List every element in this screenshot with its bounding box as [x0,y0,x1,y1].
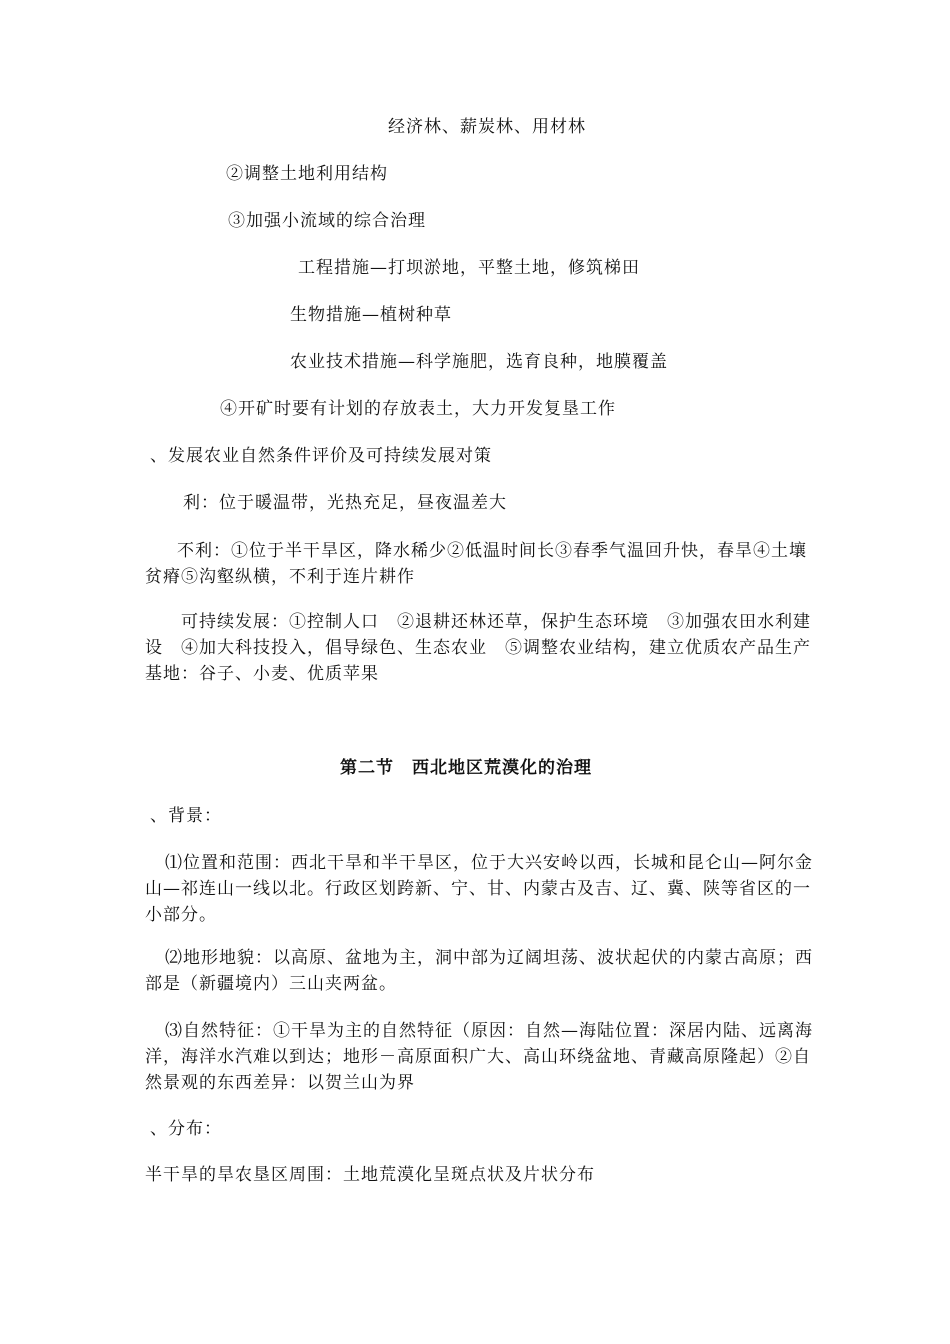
sustainable-development-paragraph: 可持续发展：①控制人口 ②退耕还林还草，保护生态环境 ③加强农田水利建设 ④加大科技投入，倡导绿色、生态农业 ⑤调整农业结构，建立优质农产品生产基地：谷子、小麦、优质苹果 [145,612,811,684]
engineering-measures-line: 工程措施—打坝淤地，平整土地，修筑梯田 [298,258,640,278]
semi-arid-line: 半干旱的旱农垦区周围：土地荒漠化呈斑点状及片状分布 [145,1165,595,1185]
advantages-line: 利：位于暖温带，光热充足，昼夜温差大 [183,493,507,513]
distribution-heading: 、分布： [150,1119,222,1139]
section-agriculture-heading: 、发展农业自然条件评价及可持续发展对策 [150,446,492,466]
measure-3-line: ③加强小流域的综合治理 [228,211,426,231]
natural-features-paragraph: ⑶自然特征：①干旱为主的自然特征（原因：自然—海陆位置：深居内陆、远离海洋，海洋水汽难以到达；地形－高原面积广大、高山环绕盆地、青藏高原隆起）②自然景观的东西差异：以贺兰山为界 [145,1021,813,1093]
measure-2-line: ②调整土地利用结构 [226,164,388,184]
location-paragraph: ⑴位置和范围：西北干旱和半干旱区，位于大兴安岭以西，长城和昆仑山—阿尔金山—祁连山一线以北。行政区划跨新、宁、甘、内蒙古及吉、辽、冀、陕等省区的一小部分。 [145,853,813,925]
biological-measures-line: 生物措施—植树种草 [290,305,452,325]
measure-4-line: ④开矿时要有计划的存放表土，大力开发复垦工作 [220,399,616,419]
agri-tech-measures-line: 农业技术措施—科学施肥，选育良种，地膜覆盖 [290,352,668,372]
forest-types-line: 经济林、薪炭林、用材林 [388,117,586,137]
section2-title: 第二节 西北地区荒漠化的治理 [340,758,592,778]
background-heading: 、背景： [150,806,222,826]
terrain-paragraph: ⑵地形地貌：以高原、盆地为主，洞中部为辽阔坦荡、波状起伏的内蒙古高原；西部是（新疆境内）三山夹两盆。 [145,948,813,994]
disadvantages-paragraph: 不利：①位于半干旱区，降水稀少②低温时间长③春季气温回升快，春旱④土壤贫瘠⑤沟壑纵横，不利于连片耕作 [145,541,807,587]
